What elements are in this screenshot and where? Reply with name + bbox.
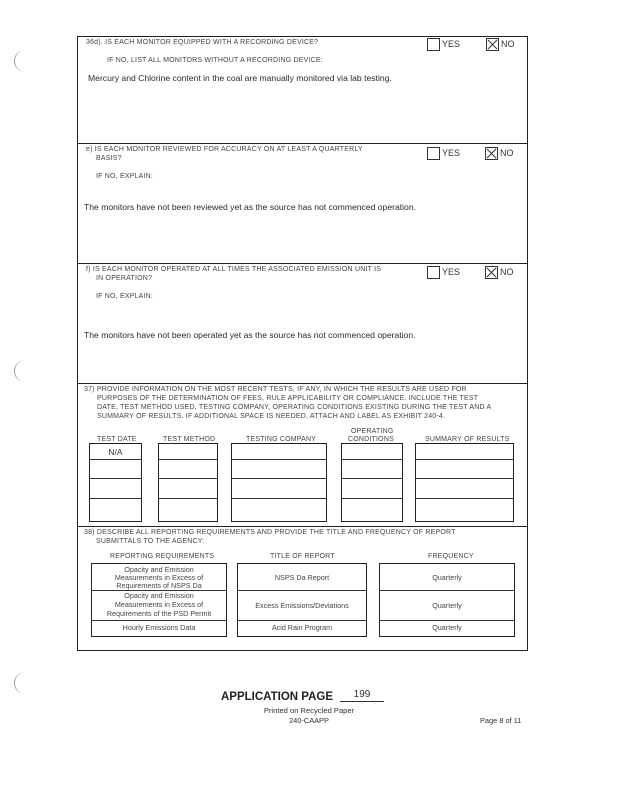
q36f-answer: The monitors have not been operated yet as the source has not commenced operation. — [84, 330, 416, 340]
q36e-question-line2: BASIS? — [96, 155, 122, 162]
binder-hole-mark-middle — [14, 360, 29, 382]
q37-col-testing-company: TESTING COMPANY — [246, 436, 317, 443]
q36d-sub: IF NO, LIST ALL MONITORS WITHOUT A RECORDING DEVICE: — [107, 57, 323, 64]
q37-summary-column[interactable] — [415, 443, 514, 522]
q38-row2-req-line2: Measurements in Excess of — [114, 600, 204, 609]
q36d-answer: Mercury and Chlorine content in the coal are manually monitored via lab testing. — [88, 73, 392, 83]
application-page-label: APPLICATION PAGE — [221, 691, 334, 703]
q38-row1-req-line2: Measurements in Excess of — [114, 573, 204, 582]
q36f-no-label: NO — [500, 267, 514, 277]
q36f-question-line1: f) IS EACH MONITOR OPERATED AT ALL TIMES THE ASSOCIATED EMISSION UNIT IS — [86, 266, 382, 273]
q38-line1: 38) DESCRIBE ALL REPORTING REQUIREMENTS AND PROVIDE THE TITLE AND FREQUENCY OF REPORT — [84, 529, 456, 536]
q38-col-frequency: FREQUENCY — [428, 553, 474, 560]
application-page-number: 199 — [340, 688, 384, 702]
frame-bottom-border — [77, 650, 528, 651]
q36d-no-checkbox[interactable] — [486, 38, 499, 51]
q36e-answer: The monitors have not been reviewed yet as the source has not commenced operation. — [84, 202, 417, 212]
q38-frequency-column[interactable] — [379, 563, 515, 637]
q37-line1: 37) PROVIDE INFORMATION ON THE MOST RECENT TESTS, IF ANY, IN WHICH THE RESULTS ARE USED FOR — [84, 386, 467, 393]
q38-row1-req-line1: Opacity and Emission — [124, 565, 194, 574]
q36e-no-checkbox[interactable] — [485, 147, 498, 160]
q37-test-date-column[interactable] — [89, 443, 142, 522]
recycled-paper-note: Printed on Recycled Paper — [263, 706, 355, 715]
q38-row3-frequency: Quarterly — [432, 623, 462, 632]
q38-row2-req-line3: Requirements of the PSD Permit — [106, 609, 212, 618]
q38-requirements-column[interactable] — [91, 563, 227, 637]
binder-hole-mark-bottom — [14, 672, 29, 694]
section-divider-38 — [77, 526, 528, 527]
q36d-yes-checkbox[interactable] — [427, 38, 440, 51]
q37-col-operating-2: CONDITIONS — [348, 436, 394, 443]
section-divider-36f — [77, 263, 528, 264]
q37-col-operating-1: OPERATING — [351, 428, 394, 435]
frame-top-border — [77, 36, 528, 37]
q38-row2-frequency: Quarterly — [432, 601, 462, 610]
q36d-yes-label: YES — [442, 39, 461, 49]
q38-row1-frequency: Quarterly — [432, 573, 462, 582]
q36f-yes-label: YES — [442, 267, 461, 277]
q38-row2-title: Excess Emissions/Deviations — [255, 601, 349, 610]
q37-col-test-date: TEST DATE — [97, 436, 137, 443]
q36d-question: 36d). IS EACH MONITOR EQUIPPED WITH A RECORDING DEVICE? — [86, 39, 319, 46]
q37-first-value: N/A — [108, 447, 123, 457]
q37-col-test-method: TEST METHOD — [163, 436, 216, 443]
q36e-yes-checkbox[interactable] — [427, 147, 440, 160]
page-count: Page 8 of 11 — [480, 716, 522, 725]
q38-row1-req-line3: Requirements of NSPS Da — [116, 581, 202, 590]
q37-line2: PURPOSES OF THE DETERMINATION OF FEES, RULE APPLICABILITY OR COMPLIANCE. INCLUDE THE TEST — [97, 395, 479, 402]
q38-line2: SUBMITTALS TO THE AGENCY: — [96, 538, 205, 545]
binder-hole-mark-top — [14, 50, 29, 72]
q38-col-requirements: REPORTING REQUIREMENTS — [110, 553, 215, 560]
q38-row2-req-line1: Opacity and Emission — [124, 591, 194, 600]
q38-col-title: TITLE OF REPORT — [270, 553, 335, 560]
q37-line4: SUMMARY OF RESULTS. IF ADDITIONAL SPACE IS NEEDED, ATTACH AND LABEL AS EXHIBIT 240-4. — [97, 413, 446, 420]
q36e-yes-label: YES — [442, 148, 461, 158]
q36e-sub: IF NO, EXPLAIN: — [96, 173, 154, 180]
q36f-no-checkbox[interactable] — [485, 266, 498, 279]
q36e-no-label: NO — [500, 148, 514, 158]
q37-testing-company-column[interactable] — [231, 443, 327, 522]
q37-line3: DATE, TEST METHOD USED, TESTING COMPANY, OPERATING CONDITIONS EXISTING DURING THE TEST AND A — [97, 404, 492, 411]
q36d-no-label: NO — [501, 39, 515, 49]
form-code: 240-CAAPP — [289, 716, 329, 725]
q36f-yes-checkbox[interactable] — [427, 266, 440, 279]
q37-test-method-column[interactable] — [158, 443, 218, 522]
q37-operating-conditions-column[interactable] — [341, 443, 403, 522]
section-divider-36e — [77, 143, 528, 144]
q37-col-summary: SUMMARY OF RESULTS — [425, 436, 510, 443]
q38-row3-title: Acid Rain Program — [271, 623, 333, 632]
q36f-question-line2: IN OPERATION? — [96, 275, 153, 282]
q38-row1-title: NSPS Da Report — [274, 573, 330, 582]
q38-title-column[interactable] — [237, 563, 367, 637]
q38-row3-req-line1: Hourly Emissions Data — [122, 623, 196, 632]
q36e-question-line1: e) IS EACH MONITOR REVIEWED FOR ACCURACY ON AT LEAST A QUARTERLY — [86, 146, 363, 153]
section-divider-37 — [77, 383, 528, 384]
q36f-sub: IF NO, EXPLAIN: — [96, 293, 154, 300]
